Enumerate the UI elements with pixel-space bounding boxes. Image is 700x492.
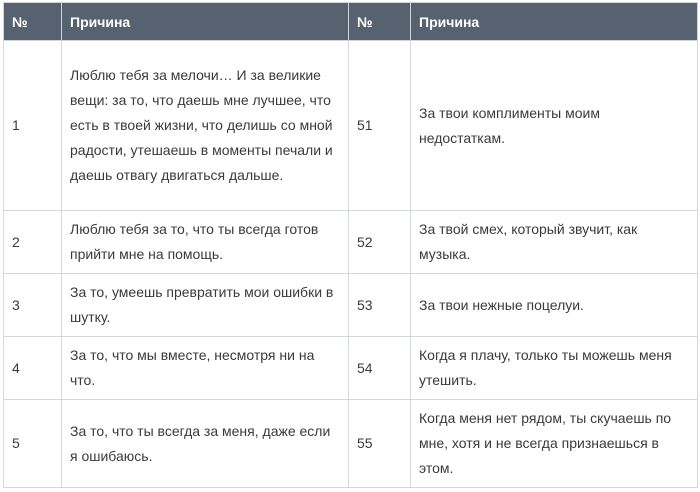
row-number-right: 51 xyxy=(349,41,411,211)
row-reason-left: Люблю тебя за то, что ты всегда готов прийти мне на помощь. xyxy=(62,211,349,274)
table-row xyxy=(4,274,698,337)
row-reason-left: За то, что мы вместе, несмотря ни на что. xyxy=(62,337,349,400)
row-number-left: 4 xyxy=(4,337,62,400)
row-reason-right: За твои комплименты моим недостаткам. xyxy=(411,41,698,211)
table-row xyxy=(4,337,698,400)
header-reason-1: Причина xyxy=(62,3,349,41)
reasons-table xyxy=(3,2,698,488)
row-number-right: 52 xyxy=(349,211,411,274)
table-header xyxy=(4,3,698,41)
table-row xyxy=(4,211,698,274)
row-number-right: 53 xyxy=(349,274,411,337)
row-number-left: 5 xyxy=(4,400,62,488)
row-number-right: 55 xyxy=(349,400,411,488)
header-number-2: № xyxy=(349,3,411,41)
table-body xyxy=(4,41,698,488)
page xyxy=(0,2,700,492)
header-row xyxy=(4,3,698,41)
row-number-right: 54 xyxy=(349,337,411,400)
row-reason-left: Люблю тебя за мелочи… И за великие вещи: за то, что даешь мне лучшее, что есть в твоей жизни, что делишь со мной радости, утешаешь в моменты печали и даешь отвагу двигаться дальше. xyxy=(62,41,349,211)
row-reason-left: За то, умеешь превратить мои ошибки в шутку. xyxy=(62,274,349,337)
row-number-left: 1 xyxy=(4,41,62,211)
table-row xyxy=(4,41,698,211)
row-number-left: 2 xyxy=(4,211,62,274)
row-reason-right: Когда меня нет рядом, ты скучаешь по мне, хотя и не всегда признаешься в этом. xyxy=(411,400,698,488)
row-reason-right: За твой смех, который звучит, как музыка. xyxy=(411,211,698,274)
row-reason-left: За то, что ты всегда за меня, даже если я ошибаюсь. xyxy=(62,400,349,488)
header-reason-2: Причина xyxy=(411,3,698,41)
header-number-1: № xyxy=(4,3,62,41)
row-number-left: 3 xyxy=(4,274,62,337)
table-row xyxy=(4,400,698,488)
row-reason-right: Когда я плачу, только ты можешь меня утешить. xyxy=(411,337,698,400)
row-reason-right: За твои нежные поцелуи. xyxy=(411,274,698,337)
